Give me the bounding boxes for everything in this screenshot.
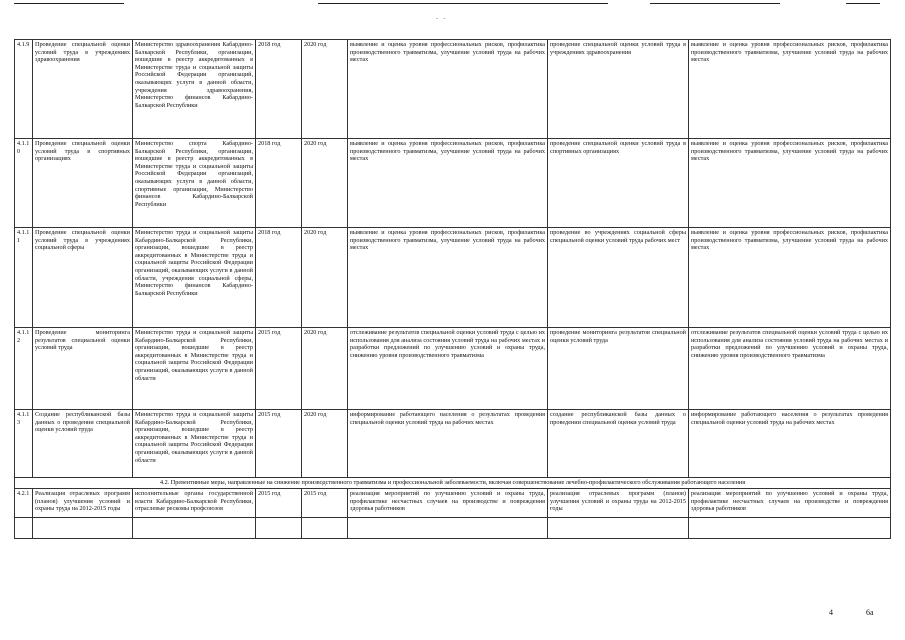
row-number: 4.2.1	[15, 489, 33, 518]
header-rule	[318, 3, 608, 4]
action-cell: Проведение специальной оценки условий труда в спортивных организациях	[33, 139, 133, 228]
executors-cell: Министерство труда и социальной защиты Кабардино-Балкарской Республики, организации, вошедшие в реестр аккредитованных в Министерстве труда и социальной защиты Российской Федерации организаций, оказывающих услуги в данной области, учреждения социальной сферы, Министерство финансов Кабардино-Балкарской Республики	[133, 228, 256, 328]
table-row	[15, 40, 891, 139]
effect-cell: выявление и оценка уровня профессиональных рисков, профилактика производственного травматизма, улучшение условий труда на рабочих местах	[689, 139, 891, 228]
row-number: 4.1.10	[15, 139, 33, 228]
header-rule	[14, 3, 124, 4]
result-cell: выявление и оценка уровня профессиональных рисков, профилактика производственного травматизма, улучшение условий труда на рабочих местах	[348, 139, 548, 228]
empty-cell	[302, 518, 348, 539]
header-rule	[650, 3, 780, 4]
indicator-cell: проведение во учреждениях социальной сферы специальной оценки условий труда рабочих мест	[548, 228, 689, 328]
end-year-cell: 2020 год	[302, 139, 348, 228]
result-cell: информирование работающего населения о результатах проведения специальной оценки условий труда на рабочих местах	[348, 410, 548, 478]
table-row	[15, 489, 891, 518]
start-year-cell: 2015 год	[256, 328, 302, 410]
result-cell: выявление и оценка уровня профессиональных рисков, профилактика производственного травматизма, улучшение условий труда на рабочих местах	[348, 228, 548, 328]
start-year-cell: 2018 год	[256, 139, 302, 228]
end-year-cell: 2020 год	[302, 40, 348, 139]
table-row	[15, 328, 891, 410]
action-cell: Проведение специальной оценки условий труда в учреждениях здравоохранения	[33, 40, 133, 139]
end-year-cell: 2020 год	[302, 228, 348, 328]
page-annotation: 6a	[866, 608, 874, 617]
executors-cell: Министерство здравоохранения Кабардино-Балкарской Республики, организации, вошедшие в реестр аккредитованных в Министерстве труда и социальной защиты Российской Федерации организаций, оказывающих услуги в данной области, учреждения здравоохранения, Министерство финансов Кабардино-Балкарской Республики	[133, 40, 256, 139]
section-header-row	[15, 478, 891, 489]
measures-table	[14, 39, 891, 539]
table-row	[15, 410, 891, 478]
indicator-cell: проведение специальной оценки условий труда в спортивных организациях	[548, 139, 689, 228]
end-year-cell: 2020 год	[302, 328, 348, 410]
executors-cell: Министерство труда и социальной защиты Кабардино-Балкарской Республики, организации, вошедшие в реестр аккредитованных в Министерстве труда и социальной защиты Российской Федерации организаций, оказывающих услуги в данной области	[133, 328, 256, 410]
effect-cell: отслеживание результатов специальной оценки условий труда с целью их использования для анализа состояния условий труда на рабочих местах и разработки предложений по улучшению условий и охраны труда, снижению уровня производственного травматизма	[689, 328, 891, 410]
end-year-cell: 2020 год	[302, 410, 348, 478]
row-number: 4.1.13	[15, 410, 33, 478]
end-year-cell: 2015 год	[302, 489, 348, 518]
effect-cell: информирование работающего населения о результатах проведения специальной оценки условий труда на рабочих местах	[689, 410, 891, 478]
executors-cell: исполнительные органы государственной власти Кабардино-Балкарской Республики, отраслевые рескомы профсоюзов	[133, 489, 256, 518]
empty-table-row	[15, 518, 891, 539]
indicator-cell: проведение мониторинга результатов специальной оценки условий труда	[548, 328, 689, 410]
empty-cell	[348, 518, 548, 539]
start-year-cell: 2015 год	[256, 410, 302, 478]
empty-cell	[689, 518, 891, 539]
row-number: 4.1.12	[15, 328, 33, 410]
header-marks: - -	[436, 16, 448, 22]
effect-cell: реализация мероприятий по улучшению условий и охраны труда, профилактике несчастных случаев на производстве и повреждения здоровья работников	[689, 489, 891, 518]
empty-cell	[256, 518, 302, 539]
start-year-cell: 2018 год	[256, 40, 302, 139]
empty-cell	[15, 518, 33, 539]
action-cell: Проведение специальной оценки условий труда в учреждениях социальной сферы	[33, 228, 133, 328]
action-cell: Реализация отраслевых программ (планов) улучшения условий и охраны труда на 2012-2015 годы	[33, 489, 133, 518]
indicator-cell: реализация отраслевых программ (планов) улучшения условий и охраны труда на 2012-2015 годы	[548, 489, 689, 518]
row-number: 4.1.11	[15, 228, 33, 328]
indicator-cell: создание республиканской базы данных о проведении специальной оценки условий труда	[548, 410, 689, 478]
table-row	[15, 139, 891, 228]
start-year-cell: 2018 год	[256, 228, 302, 328]
empty-cell	[33, 518, 133, 539]
result-cell: отслеживание результатов специальной оценки условий труда с целью их использования для анализа состояния условий труда на рабочих местах и разработки предложений по улучшению условий и охраны труда, снижению уровня производственного травматизма	[348, 328, 548, 410]
action-cell: Создание республиканской базы данных о проведении специальной оценки условий труда	[33, 410, 133, 478]
effect-cell: выявление и оценка уровня профессиональных рисков, профилактика производственного травматизма, улучшение условий труда на рабочих местах	[689, 228, 891, 328]
table-row	[15, 228, 891, 328]
effect-cell: выявление и оценка уровня профессиональных рисков, профилактика производственного травматизма, улучшение условий труда на рабочих местах	[689, 40, 891, 139]
page-number: 4	[829, 608, 833, 617]
action-cell: Проведение мониторинга результатов специальной оценки условий труда	[33, 328, 133, 410]
empty-cell	[133, 518, 256, 539]
executors-cell: Министерство спорта Кабардино-Балкарской Республики, организации, вошедшие в реестр аккредитованных в Министерстве труда и социальной защиты Российской Федерации организаций, оказывающих услуги в данной области, спортивные организации, Министерство финансов Кабардино-Балкарской Республики	[133, 139, 256, 228]
result-cell: выявление и оценка уровня профессиональных рисков, профилактика производственного травматизма, улучшение условий труда на рабочих местах	[348, 40, 548, 139]
header-rule	[846, 3, 880, 4]
empty-cell	[548, 518, 689, 539]
executors-cell: Министерство труда и социальной защиты Кабардино-Балкарской Республики, организации, вошедшие в реестр аккредитованных в Министерстве труда и социальной защиты Российской Федерации организаций, оказывающих услуги в данной области	[133, 410, 256, 478]
row-number: 4.1.9	[15, 40, 33, 139]
result-cell: реализация мероприятий по улучшению условий и охраны труда, профилактике несчастных случаев на производстве и повреждения здоровья работников	[348, 489, 548, 518]
indicator-cell: проведение специальной оценки условий труда в учреждениях здравоохранения	[548, 40, 689, 139]
section-title: 4.2. Превентивные меры, направленные на снижение производственного травматизма и профессиональной заболеваемости, включая совершенствование лечебно-профилактического обслуживания работающего населения	[15, 478, 891, 489]
start-year-cell: 2015 год	[256, 489, 302, 518]
